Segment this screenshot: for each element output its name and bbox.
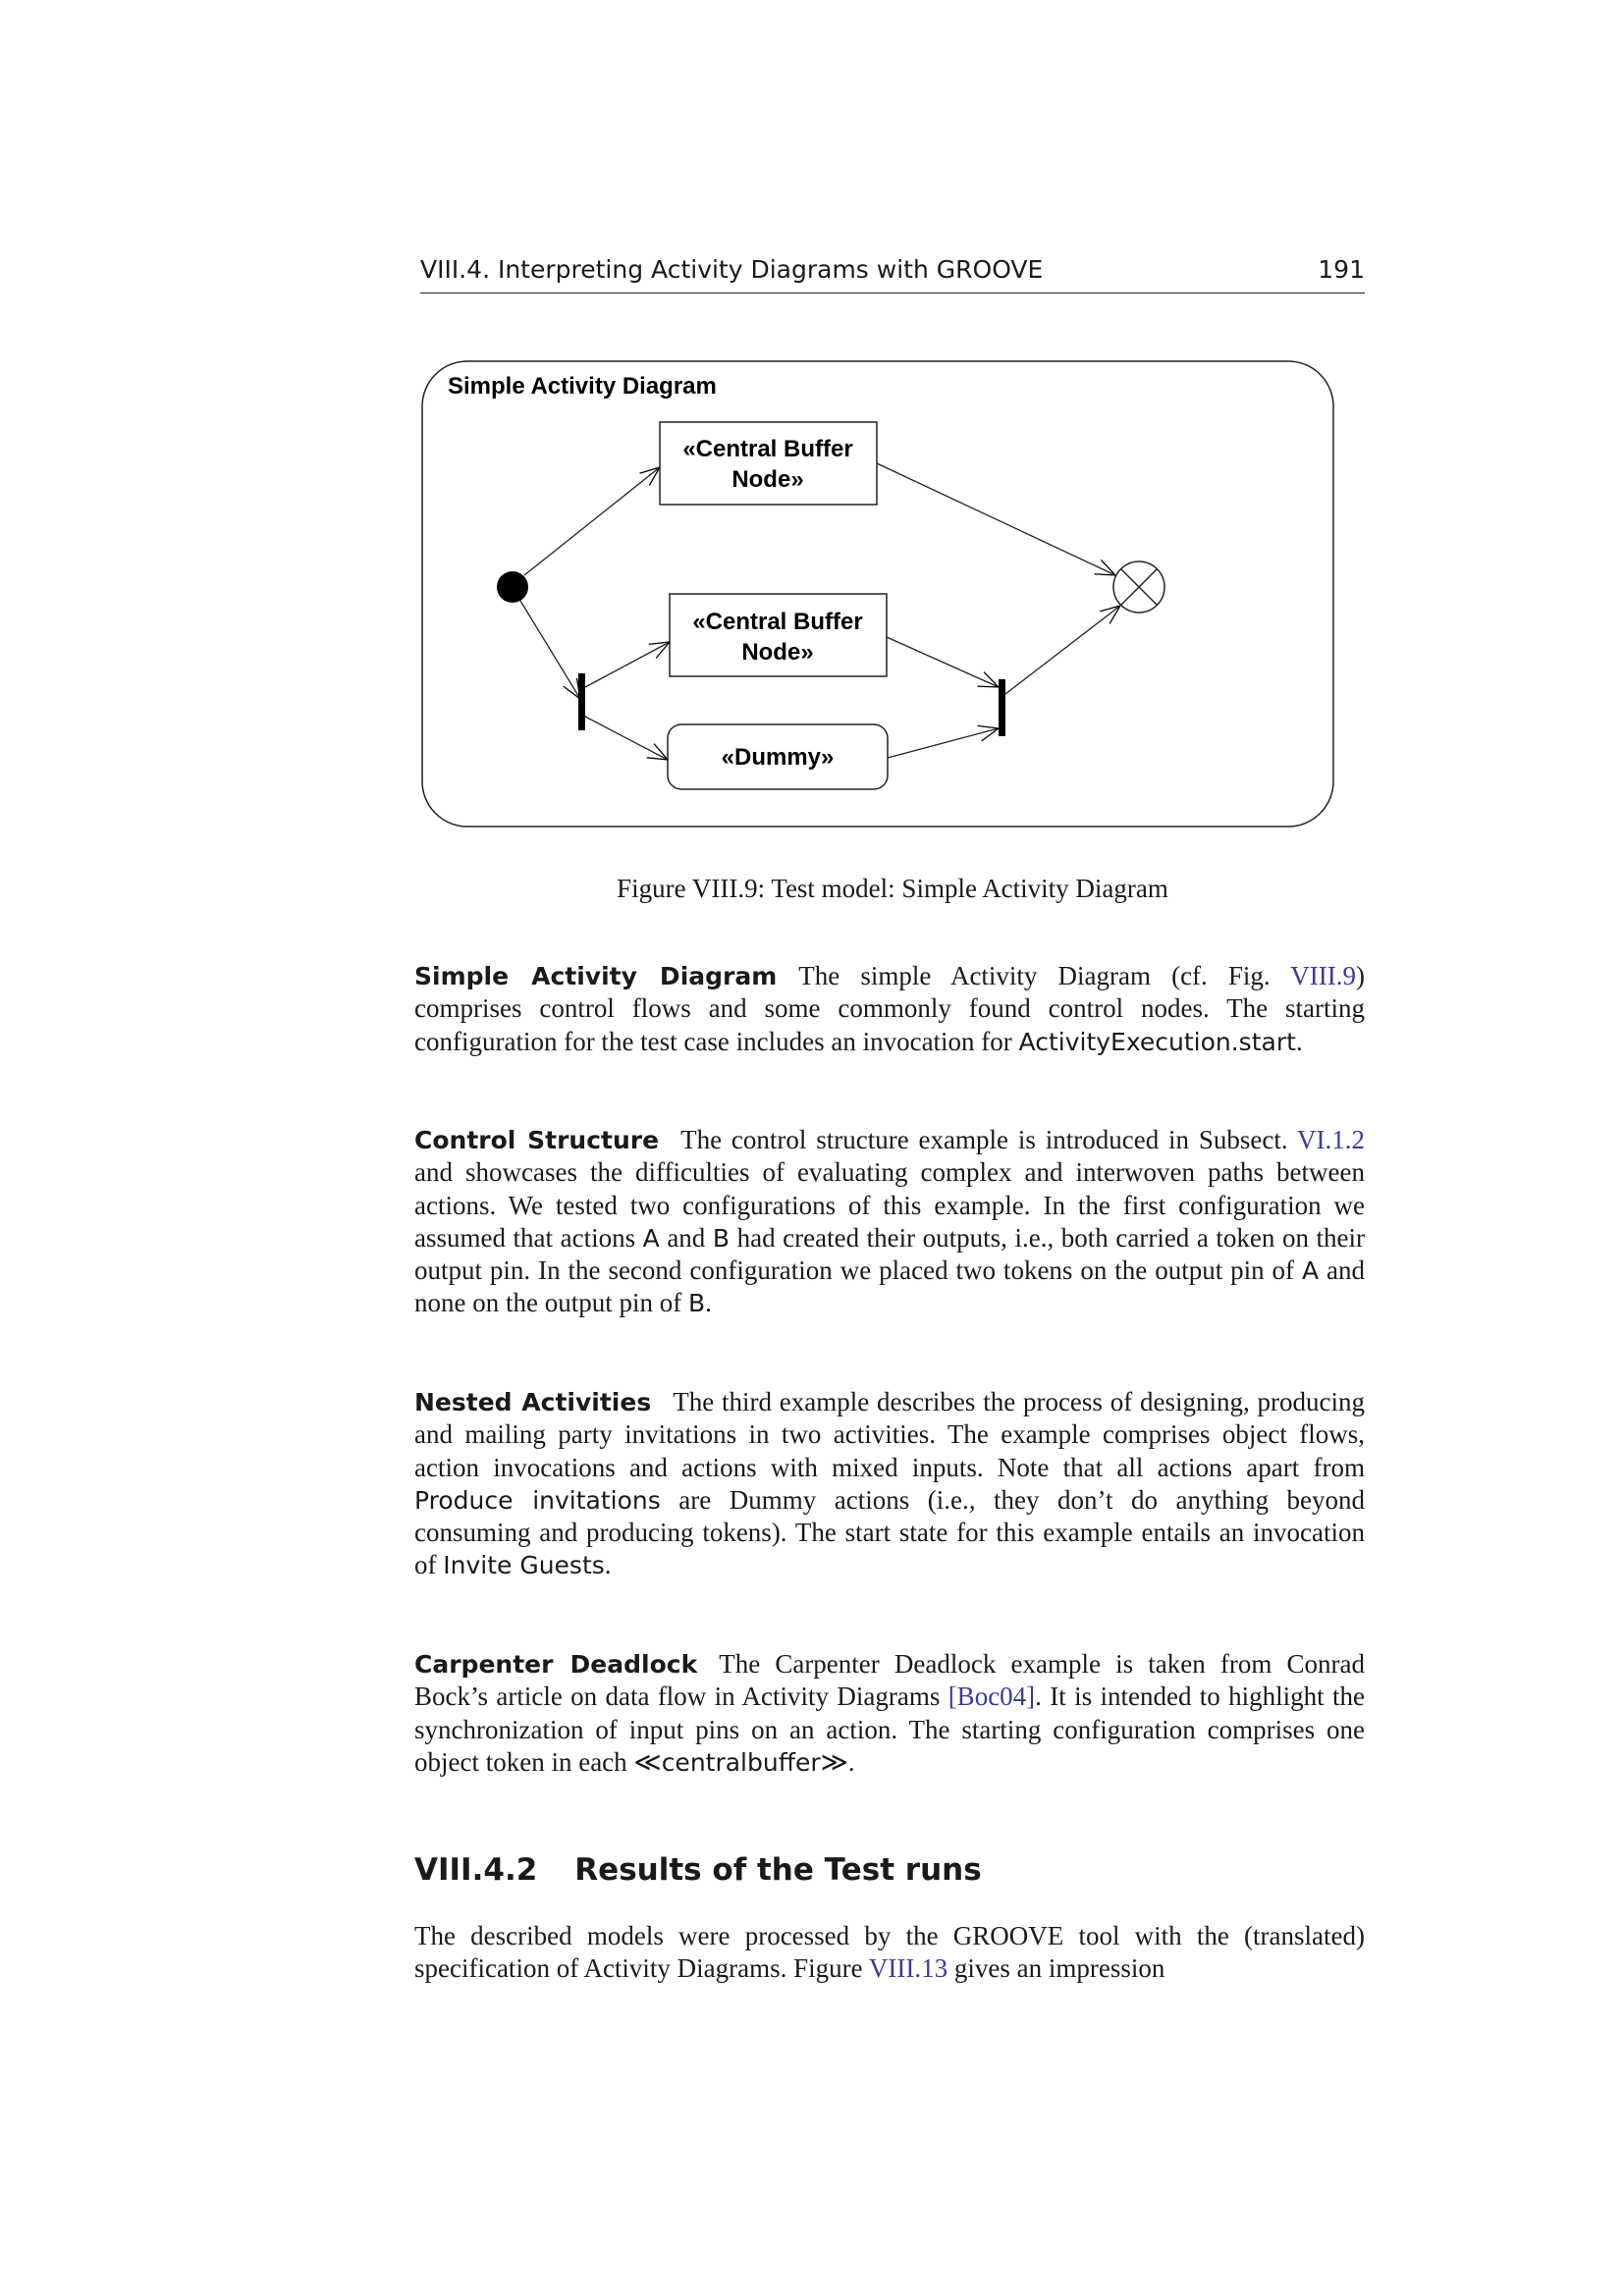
- text: and none on the output pin of: [414, 1255, 1366, 1318]
- text: The control structure example is introduced in Subsect.: [680, 1125, 1297, 1154]
- text: The Carpenter Deadlock example is taken from Conrad Bock’s article on data flow in Activity Diagrams: [414, 1649, 1365, 1712]
- edge-initial-to-top-buffer: [524, 467, 660, 575]
- node-top-line2: Node»: [731, 466, 804, 493]
- text: The simple Activity Diagram (cf. Fig.: [798, 961, 1291, 990]
- code-term: B: [712, 1223, 731, 1253]
- text: .: [705, 1288, 712, 1318]
- guillemet-close: ≫: [820, 1746, 848, 1777]
- join-bar: [999, 679, 1005, 736]
- text: are Dummy actions (i.e., they don’t do anything beyond consuming and producing tokens). The start state for this example entails an invocation of: [414, 1484, 1365, 1580]
- code-term: A: [642, 1223, 660, 1253]
- text: .: [847, 1746, 855, 1777]
- node-top-line1: «Central Buffer: [682, 436, 853, 462]
- figure-ref-link[interactable]: VIII.13: [868, 1953, 948, 1984]
- run-in-heading: Simple Activity Diagram: [414, 962, 778, 990]
- diagram-title: Simple Activity Diagram: [448, 373, 717, 400]
- code-term: A: [1301, 1256, 1320, 1286]
- page-number: 191: [1318, 255, 1365, 284]
- text: and showcases the difficulties of evaluating complex and interwoven paths between actions. We tested two configurations of this example. In the first configuration we assumed that actions: [414, 1157, 1365, 1253]
- paragraph-nested-activities: [414, 1386, 1365, 1582]
- edge-join-to-final: [1005, 606, 1120, 694]
- text: . It is intended to highlight the synchronization of input pins on an action. The starting configuration comprises one object token in each: [414, 1682, 1365, 1777]
- paragraph-simple-activity-diagram: [414, 960, 1365, 1058]
- code-term: Invite Guests: [443, 1551, 605, 1580]
- paragraph-results-intro: [414, 1920, 1365, 1986]
- header-title: VIII.4. Interpreting Activity Diagrams with GROOVE: [420, 255, 1044, 284]
- edge-fork-to-dummy: [585, 717, 668, 760]
- node-mid-line1: «Central Buffer: [692, 609, 863, 635]
- section-number: VIII.4.2: [414, 1852, 538, 1888]
- code-term: B: [687, 1289, 706, 1318]
- activity-diagram-figure: [412, 353, 1355, 834]
- code-term: ActivityExecution.start: [1018, 1027, 1296, 1056]
- paragraph-carpenter-deadlock: [414, 1648, 1365, 1779]
- text: had created their outputs, i.e., both carried a token on their output pin. In the second configuration we placed two tokens on the output pin of: [414, 1222, 1365, 1286]
- activity-diagram-svg: [412, 353, 1355, 834]
- text: ) comprises control flows and some commonly found control nodes. The starting configuration for the test case includes an invocation for: [414, 961, 1365, 1056]
- code-term: centralbuffer: [661, 1747, 821, 1777]
- paragraph-control-structure: [414, 1124, 1365, 1320]
- subsection-ref-link[interactable]: VI.1.2: [1297, 1125, 1365, 1154]
- node-dummy-label: «Dummy»: [721, 744, 835, 771]
- initial-node: [497, 571, 528, 603]
- citation-link[interactable]: [Boc04]: [947, 1682, 1036, 1712]
- edge-mid-buffer-to-join: [887, 637, 999, 687]
- text: gives an impression: [947, 1953, 1165, 1984]
- edge-fork-to-mid-buffer: [585, 642, 670, 687]
- run-in-heading: Carpenter Deadlock: [414, 1650, 698, 1679]
- guillemet-open: ≪: [633, 1746, 662, 1777]
- node-mid-line2: Node»: [741, 639, 814, 666]
- fork-bar: [578, 673, 585, 730]
- running-header: [420, 253, 1365, 294]
- run-in-heading: Control Structure: [414, 1126, 660, 1154]
- figure-ref-link[interactable]: VIII.9: [1290, 961, 1356, 990]
- edge-initial-to-fork: [520, 601, 580, 699]
- text: .: [1295, 1026, 1303, 1056]
- text: The described models were processed by the GROOVE tool with the (translated) specification of Activity Diagrams. Figure: [414, 1921, 1365, 1984]
- section-heading: [414, 1852, 982, 1888]
- section-title-text: Results of the Test runs: [574, 1852, 982, 1888]
- edge-top-buffer-to-final: [877, 463, 1115, 575]
- text: .: [604, 1550, 612, 1580]
- run-in-heading: Nested Activities: [414, 1388, 652, 1416]
- text: The third example describes the process of designing, producing and mailing party invitations in two activities. The example comprises object flows, action invocations and actions with mixed inputs. Note that all actions apart from: [414, 1387, 1365, 1482]
- figure-caption: Figure VIII.9: Test model: Simple Activity Diagram: [617, 874, 1168, 903]
- code-term: Produce invitations: [414, 1485, 661, 1515]
- text: and: [659, 1222, 713, 1253]
- edge-dummy-to-join: [888, 728, 999, 758]
- activity-final-node: [1113, 561, 1164, 613]
